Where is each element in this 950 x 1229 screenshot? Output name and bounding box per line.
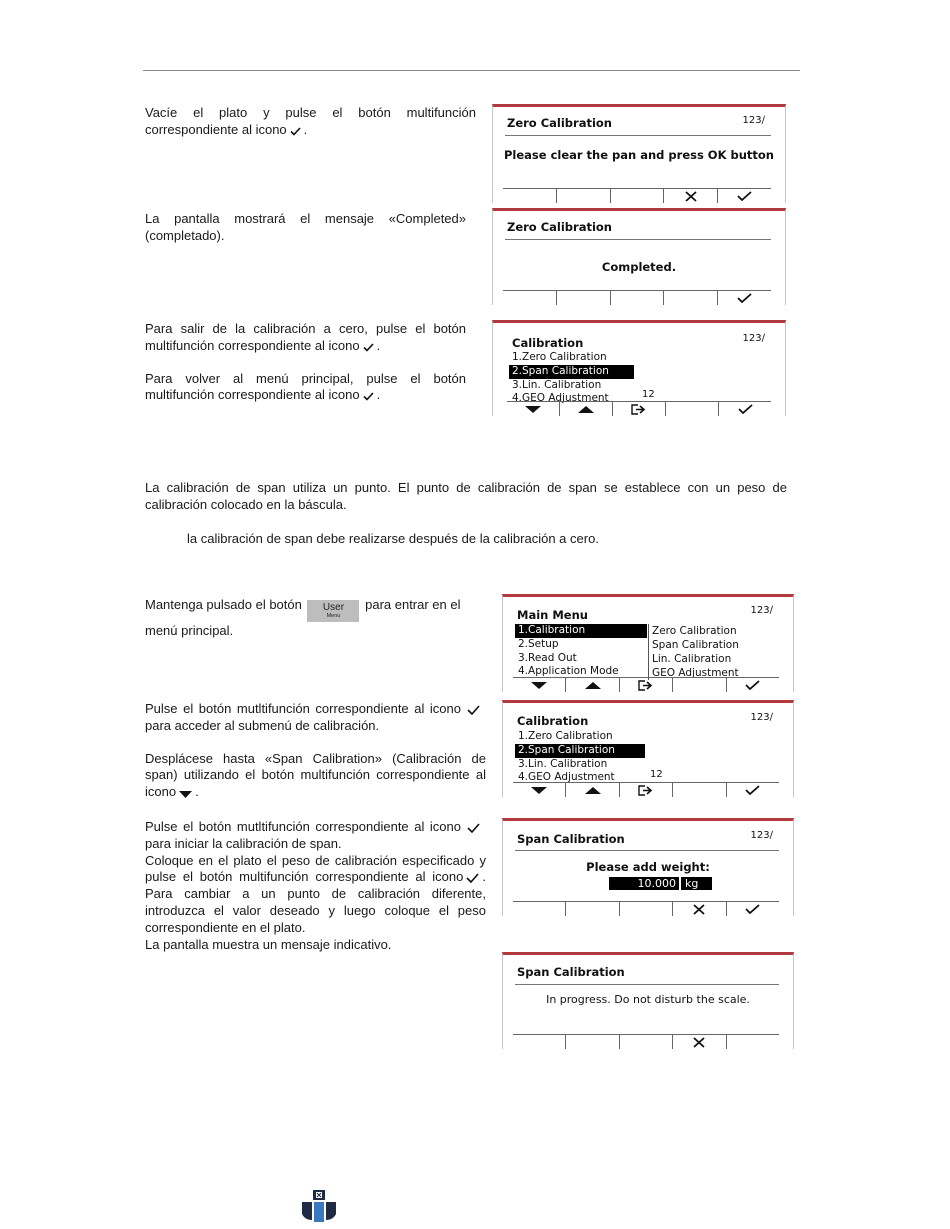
softkey-4[interactable] [672,678,725,692]
softkey-4[interactable] [663,291,717,305]
softkey-3[interactable] [610,291,664,305]
softkey-up[interactable] [565,678,618,692]
add-weight-prompt: Please add weight: [586,860,710,874]
menu-item-setup[interactable]: 2.Setup [518,637,559,650]
check-icon [363,392,374,401]
zero-step2-line: La pantalla mostrará el mensaje «Completed» (completado). [145,211,466,243]
weight-unit: kg [681,877,712,890]
softkey-cancel[interactable] [672,902,725,916]
indicator-text: 123 [750,830,770,841]
span-step3-text [145,819,486,953]
softkey-up[interactable] [565,783,618,797]
screen-main-menu [502,594,794,692]
zero-step1-text [145,105,476,139]
calibration-menu-list [509,351,634,406]
exit-icon [631,404,647,415]
softkey-2[interactable] [565,902,618,916]
arrow-down-icon [531,787,547,794]
menu-marker: 12 [642,389,655,400]
softkey-ok[interactable] [726,678,779,692]
softkey-1[interactable] [513,902,565,916]
check-icon [738,404,753,414]
menu-marker: 12 [650,769,663,780]
brand-logo-icon [302,1190,336,1227]
title-divider [505,135,771,136]
exit-icon [638,680,654,691]
check-icon [737,191,752,201]
span-step1-text [145,596,485,639]
span-step2-p2: Desplácese hasta «Span Calibration» (Calibración de span) utilizando el botón multifunción correspondiente al icono [145,750,486,800]
submenu-lin: Lin. Calibration [652,653,732,665]
check-icon [745,680,760,690]
check-icon [745,785,760,795]
arrow-down-icon [531,682,547,689]
zero-step3-text [145,321,466,404]
softkey-bar [513,782,779,797]
softkey-bar [507,401,771,416]
screen-zero-clear [492,104,786,203]
softkey-down[interactable] [513,783,565,797]
submenu-zero: Zero Calibration [652,625,737,637]
softkey-1[interactable] [503,291,556,305]
range-indicator [743,333,765,344]
screen-title: Main Menu [517,608,588,622]
screen-title: Span Calibration [517,965,625,979]
range-indicator [743,115,765,126]
weight-entry[interactable] [609,877,712,890]
check-icon [467,705,480,715]
softkey-exit[interactable] [612,402,665,416]
zero-step3-p2: Para volver al menú principal, pulse el botón multifunción correspondiente al icono [145,370,466,403]
menu-item-application-mode[interactable]: 4.Application Mode [518,665,619,678]
span-step2-p1: Pulse el botón mutltifunción correspondiente al icono [145,701,461,716]
screen-title: Zero Calibration [507,116,612,130]
zero-step1-after: . [303,121,308,137]
check-icon [737,293,752,303]
softkey-ok[interactable] [717,189,771,203]
x-icon [693,1037,705,1048]
title-divider [515,850,779,851]
screen-zero-done [492,208,786,305]
span-step3-c: La pantalla muestra un mensaje indicativo. [145,936,392,952]
span-intro-paragraph: La calibración de span utiliza un punto. El punto de calibración de span se establece con un peso de calibración colocado en la báscula. [145,480,787,512]
softkey-bar [513,1034,779,1049]
screen-message: Please clear the pan and press OK button [503,148,774,162]
menu-button-label: Menu [326,613,341,619]
softkey-ok[interactable] [718,402,771,416]
user-button-label: User [322,602,345,613]
arrow-up-icon [585,787,601,794]
x-icon [685,191,697,202]
zero-step3-p1: Para salir de la calibración a cero, pulse el botón multifunción correspondiente al icono [145,321,466,353]
softkey-cancel[interactable] [672,1035,725,1049]
span-step2-text [145,701,486,801]
arrow-up-icon [585,682,601,689]
span-step1-after: para entrar en el menú principal. [145,597,461,638]
weight-value[interactable]: 10.000 [609,877,679,890]
submenu-geo: GEO Adjustment [652,667,739,679]
screen-calibration-menu-1 [492,320,786,416]
softkey-2[interactable] [556,189,610,203]
softkey-bar [503,290,771,305]
softkey-3[interactable] [619,1035,672,1049]
menu-item-lin[interactable]: 3.Lin. Calibration [518,757,608,770]
softkey-1[interactable] [503,189,556,203]
title-divider [505,239,771,240]
span-step1-before: Mantenga pulsado el botón [145,597,302,612]
menu-item-span-selected[interactable]: 2.Span Calibration [509,365,634,379]
softkey-ok[interactable] [726,902,779,916]
range-indicator [751,712,773,723]
screen-title: Calibration [517,714,589,728]
zero-step3-p1-after: . [376,337,381,353]
softkey-down[interactable] [507,402,559,416]
softkey-up[interactable] [559,402,612,416]
softkey-down[interactable] [513,678,565,692]
pencil-icon: ∕ [769,712,773,723]
span-intro-note: la calibración de span debe realizarse después de la calibración a cero. [187,531,599,546]
span-step3-b: Coloque en el plato el peso de calibración especificado y pulse el botón multifunción correspondiente al icono [145,852,486,885]
submenu-span: Span Calibration [652,639,739,651]
softkey-bar [513,901,779,916]
zero-step1-before: Vacíe el plato y pulse el botón multifunción correspondiente al icono [145,105,476,137]
arrow-down-icon [179,791,192,798]
calibration-menu-list [515,730,645,785]
range-indicator [751,605,773,616]
screen-title: Zero Calibration [507,220,612,234]
indicator-text: 123 [750,712,770,723]
indicator-text: 123 [750,605,770,616]
softkey-ok[interactable] [717,291,771,305]
softkey-2[interactable] [556,291,610,305]
screen-message: In progress. Do not disturb the scale. [546,993,750,1006]
exit-icon [638,785,654,796]
softkey-1[interactable] [513,1035,565,1049]
indicator-text: 123 [742,115,762,126]
arrow-down-icon [525,406,541,413]
pencil-icon: ∕ [769,830,773,841]
softkey-exit[interactable] [619,678,672,692]
main-menu-list [515,624,647,679]
span-step2-p2-after: . [195,784,199,800]
screen-title: Calibration [512,336,584,350]
menu-item-readout[interactable]: 3.Read Out [518,651,577,664]
screen-span-add-weight [502,818,794,916]
menu-item-geo[interactable]: 4.GEO Adjustment [518,771,615,784]
menu-item-span-selected[interactable]: 2.Span Calibration [515,744,645,758]
header-rule [143,70,800,71]
menu-item-zero[interactable]: 1.Zero Calibration [518,730,613,742]
softkey-bar [513,677,779,692]
arrow-up-icon [578,406,594,413]
indicator-text: 123 [742,333,762,344]
softkey-3[interactable] [610,189,664,203]
screen-message: Completed. [601,260,677,274]
check-icon [745,904,760,914]
span-step3-b-after: . Para cambiar a un punto de calibración diferente, introduzca el valor deseado y luego coloque el peso correspondiente en el plato. [145,869,486,935]
zero-step3-p2-after: . [376,387,381,403]
screen-calibration-menu-2 [502,700,794,797]
check-icon [290,127,301,136]
range-indicator [751,830,773,841]
softkey-bar [503,188,771,203]
span-step2-p1-after: para acceder al submenú de calibración. [145,717,380,733]
softkey-4[interactable] [672,783,725,797]
menu-item-zero[interactable]: 1.Zero Calibration [512,351,607,363]
menu-item-lin[interactable]: 3.Lin. Calibration [512,378,602,391]
softkey-2[interactable] [565,1035,618,1049]
softkey-3[interactable] [619,902,672,916]
check-icon [363,343,374,352]
span-step3-a: Pulse el botón mutltifunción correspondiente al icono [145,819,461,834]
softkey-ok[interactable] [726,783,779,797]
softkey-5[interactable] [726,1035,779,1049]
screen-title: Span Calibration [517,832,625,846]
user-menu-button[interactable] [307,600,359,622]
screen-span-in-progress [502,952,794,1049]
pencil-icon: ∕ [769,605,773,616]
menu-item-geo[interactable]: 4.GEO Adjustment [512,392,609,405]
softkey-exit[interactable] [619,783,672,797]
softkey-4[interactable] [665,402,718,416]
span-step3-a-after: para iniciar la calibración de span. [145,835,342,851]
zero-step2-text [145,211,466,245]
calibration-submenu-preview [648,624,781,680]
check-icon [466,873,479,883]
title-divider [515,984,779,985]
softkey-cancel[interactable] [663,189,717,203]
menu-item-calibration-selected[interactable]: 1.Calibration [515,624,647,638]
pencil-icon: ∕ [761,333,765,344]
x-icon [693,904,705,915]
check-icon [467,823,480,833]
pencil-icon: ∕ [761,115,765,126]
